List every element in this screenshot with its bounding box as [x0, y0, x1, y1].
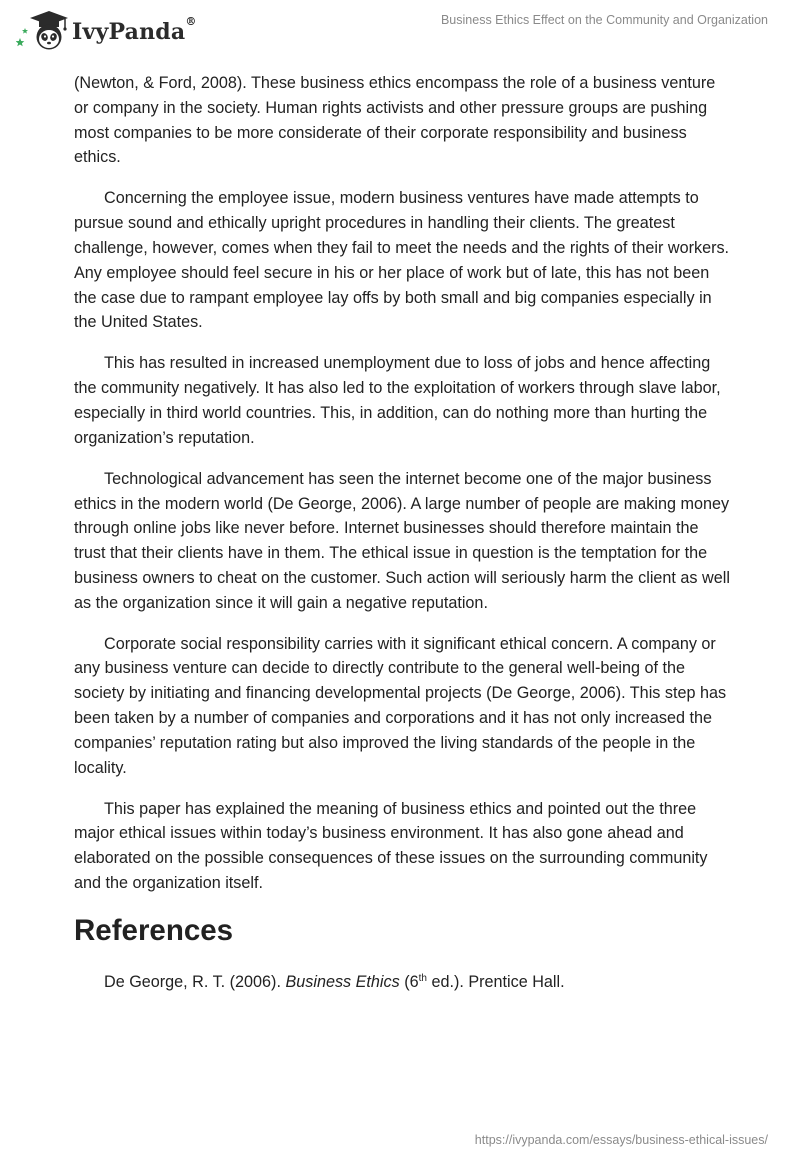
logo-wordmark: IvyPanda® — [72, 15, 197, 45]
reference-edition-sup: th — [418, 973, 427, 985]
reference-edition-open: (6 — [399, 973, 419, 992]
logo[interactable] — [16, 8, 197, 52]
panda-logo-icon — [16, 8, 68, 52]
paragraph: Technological advancement has seen the internet become one of the major business ethics in the modern world (De George, 2006). A large number of people are making money through online jobs like never before. Internet businesses should therefore maintain the trust that their clients have in them. The ethical issue in question is the temptation for the business owners to cheat on the customer. Such action will seriously harm the client as well as the organization since it will gain a negative reputation. — [74, 469, 730, 612]
paragraph: This paper has explained the meaning of business ethics and pointed out the three major ethical issues within today’s business environment. It has also gone ahead and elaborated on the possible consequences of these issues on the surrounding community and the organization itself. — [74, 799, 708, 893]
references-heading: References — [74, 914, 234, 948]
paragraph: Corporate social responsibility carries with it significant ethical concern. A company or any business venture can decide to directly contribute to the general well-being of the society by initiating and financing developmental projects (De George, 2006). This step has been taken by a number of companies and corporations and it has not only increased the companies’ reputation rating but also improved the living standards of the people in the locality. — [74, 634, 727, 777]
essay-body — [74, 71, 734, 994]
source-url[interactable]: https://ivypanda.com/essays/business-ethical-issues/ — [474, 1133, 768, 1147]
paragraph: Concerning the employee issue, modern business ventures have made attempts to pursue sound and ethically upright procedures in handling their clients. The greatest challenge, however, comes when they fail to meet the needs and the rights of their workers. Any employee should feel secure in his or her place of work but of late, this has not been the case due to rampant employee lay offs by both small and big companies especially in the United States. — [74, 189, 730, 332]
reference-title: Business Ethics — [285, 973, 400, 992]
reference-author-year: De George, R. T. (2006). — [104, 973, 286, 992]
running-title: Business Ethics Effect on the Community and Organization — [440, 13, 768, 27]
paragraph: (Newton, & Ford, 2008). These business ethics encompass the role of a business venture or company in the society. Human rights activists and other pressure groups are pushing most companies to be more considerate of their corporate responsibility and business ethics. — [74, 74, 716, 167]
paragraph: This has resulted in increased unemployment due to loss of jobs and hence affecting the community negatively. It has also led to the exploitation of workers through slave labor, especially in third world countries. This, in addition, can do nothing more than hurting the organization’s reputation. — [74, 354, 721, 447]
reference-entry — [74, 970, 734, 994]
reference-edition-close: ed.). Prentice Hall. — [426, 973, 565, 992]
